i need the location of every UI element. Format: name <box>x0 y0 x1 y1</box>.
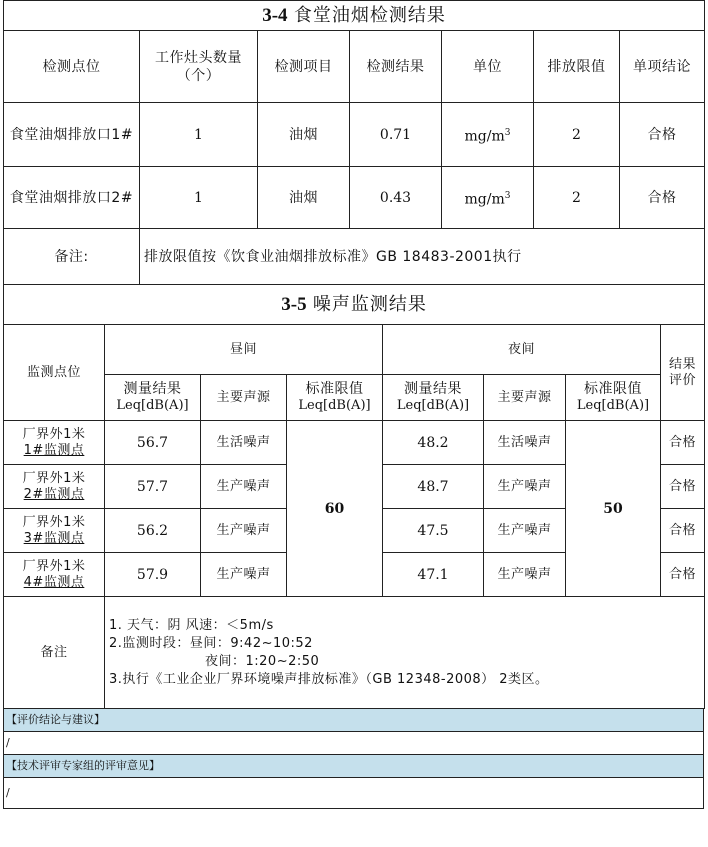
cell-night-result: 48.2 <box>383 421 484 465</box>
cell-count: 1 <box>140 167 258 229</box>
cell-point <box>4 509 105 553</box>
cell-limit: 2 <box>534 103 620 167</box>
cell-unit <box>442 103 534 167</box>
comments-table <box>3 708 704 809</box>
header-unit: Leq[dB(A)] <box>576 398 650 413</box>
header-day: 昼间 <box>105 325 383 375</box>
point-line-1: 厂界外1米 <box>22 426 86 442</box>
unit-superscript: 3 <box>504 190 511 201</box>
remark-row <box>4 597 705 709</box>
cell-result: 0.71 <box>350 103 442 167</box>
point-line-1: 厂界外1米 <box>22 514 86 530</box>
cell-count: 1 <box>140 103 258 167</box>
cell-point <box>4 465 105 509</box>
header-limit: 排放限值 <box>534 31 620 103</box>
unit-superscript: 3 <box>504 127 511 138</box>
cell-eval: 合格 <box>661 465 705 509</box>
header-point: 检测点位 <box>4 31 140 103</box>
header-label: 标准限值 <box>305 381 364 397</box>
title-text: 噪声监测结果 <box>312 293 427 315</box>
table-row <box>4 103 705 167</box>
cell-day-source: 生活噪声 <box>201 421 287 465</box>
remark-row <box>4 229 705 285</box>
cell-day-source: 生产噪声 <box>201 553 287 597</box>
remark-line: 夜间：1:20~2:50 <box>205 653 320 669</box>
header-unit: Leq[dB(A)] <box>396 398 470 413</box>
table-3-5 <box>3 284 705 709</box>
table-3-5-title <box>4 285 705 325</box>
point-line-2: 1#监测点 <box>23 442 85 458</box>
remark-line: 1. 天气：阴 风速：＜5m/s <box>109 617 274 633</box>
cell-day-result: 57.9 <box>105 553 201 597</box>
cell-limit: 2 <box>534 167 620 229</box>
header-conclusion: 单项结论 <box>620 31 705 103</box>
conclusion-body: / <box>4 732 704 755</box>
table-row <box>4 167 705 229</box>
cell-day-source: 生产噪声 <box>201 509 287 553</box>
cell-night-result: 48.7 <box>383 465 484 509</box>
report-page <box>3 0 704 838</box>
header-night-source: 主要声源 <box>484 375 566 421</box>
header-night-result <box>383 375 484 421</box>
header-day-limit <box>287 375 383 421</box>
remark-text <box>105 597 705 709</box>
expert-body: / <box>4 778 704 809</box>
cell-point <box>4 553 105 597</box>
point-line-2: 2#监测点 <box>23 486 85 502</box>
cell-eval: 合格 <box>661 553 705 597</box>
expert-heading: 【技术评审专家组的评审意见】 <box>4 755 704 778</box>
title-number: 3-4 <box>262 4 288 26</box>
header-result: 检测结果 <box>350 31 442 103</box>
cell-item: 油烟 <box>258 103 350 167</box>
unit-text: mg/m <box>464 128 505 145</box>
cell-night-source: 生产噪声 <box>484 553 566 597</box>
remark-label: 备注: <box>4 229 140 285</box>
title-number: 3-5 <box>281 293 307 315</box>
header-day-result <box>105 375 201 421</box>
header-item: 检测项目 <box>258 31 350 103</box>
cell-eval: 合格 <box>661 421 705 465</box>
remark-label: 备注 <box>4 597 105 709</box>
cell-point: 食堂油烟排放口2# <box>4 167 140 229</box>
header-eval: 结果评价 <box>661 325 705 421</box>
cell-day-result: 57.7 <box>105 465 201 509</box>
cell-eval: 合格 <box>661 509 705 553</box>
conclusion-heading: 【评价结论与建议】 <box>4 709 704 732</box>
header-point: 监测点位 <box>4 325 105 421</box>
cell-day-result: 56.7 <box>105 421 201 465</box>
header-label: 测量结果 <box>123 381 182 397</box>
table-3-4-title <box>4 1 705 31</box>
header-label: 测量结果 <box>404 381 462 397</box>
header-night-limit <box>566 375 661 421</box>
cell-conclusion: 合格 <box>620 103 705 167</box>
cell-point <box>4 421 105 465</box>
header-day-source: 主要声源 <box>201 375 287 421</box>
remark-line: 3.执行《工业企业厂界环境噪声排放标准》（GB 12348-2008） 2类区。 <box>109 671 549 687</box>
point-line-2: 3#监测点 <box>23 530 85 546</box>
title-text: 食堂油烟检测结果 <box>293 4 446 26</box>
cell-item: 油烟 <box>258 167 350 229</box>
remark-text: 排放限值按《饮食业油烟排放标准》GB 18483-2001执行 <box>140 229 705 285</box>
cell-night-source: 生活噪声 <box>484 421 566 465</box>
header-night: 夜间 <box>383 325 661 375</box>
cell-day-source: 生产噪声 <box>201 465 287 509</box>
cell-night-result: 47.1 <box>383 553 484 597</box>
header-unit: 单位 <box>442 31 534 103</box>
table-row <box>4 421 705 465</box>
cell-unit <box>442 167 534 229</box>
point-line-1: 厂界外1米 <box>22 470 86 486</box>
remark-line: 2.监测时段：昼间：9:42~10:52 <box>109 635 313 651</box>
point-line-2: 4#监测点 <box>23 574 85 590</box>
header-count: 工作灶头数量（个） <box>140 31 258 103</box>
cell-day-result: 56.2 <box>105 509 201 553</box>
header-unit: Leq[dB(A)] <box>298 398 371 413</box>
header-label: 标准限值 <box>584 381 642 397</box>
cell-night-source: 生产噪声 <box>484 465 566 509</box>
unit-text: mg/m <box>464 191 505 208</box>
cell-day-limit: 60 <box>287 421 383 597</box>
cell-conclusion: 合格 <box>620 167 705 229</box>
header-unit: Leq[dB(A)] <box>116 398 189 413</box>
cell-result: 0.43 <box>350 167 442 229</box>
cell-night-result: 47.5 <box>383 509 484 553</box>
point-line-1: 厂界外1米 <box>22 558 86 574</box>
cell-night-limit: 50 <box>566 421 661 597</box>
table-3-4 <box>3 0 705 285</box>
cell-point: 食堂油烟排放口1# <box>4 103 140 167</box>
cell-night-source: 生产噪声 <box>484 509 566 553</box>
